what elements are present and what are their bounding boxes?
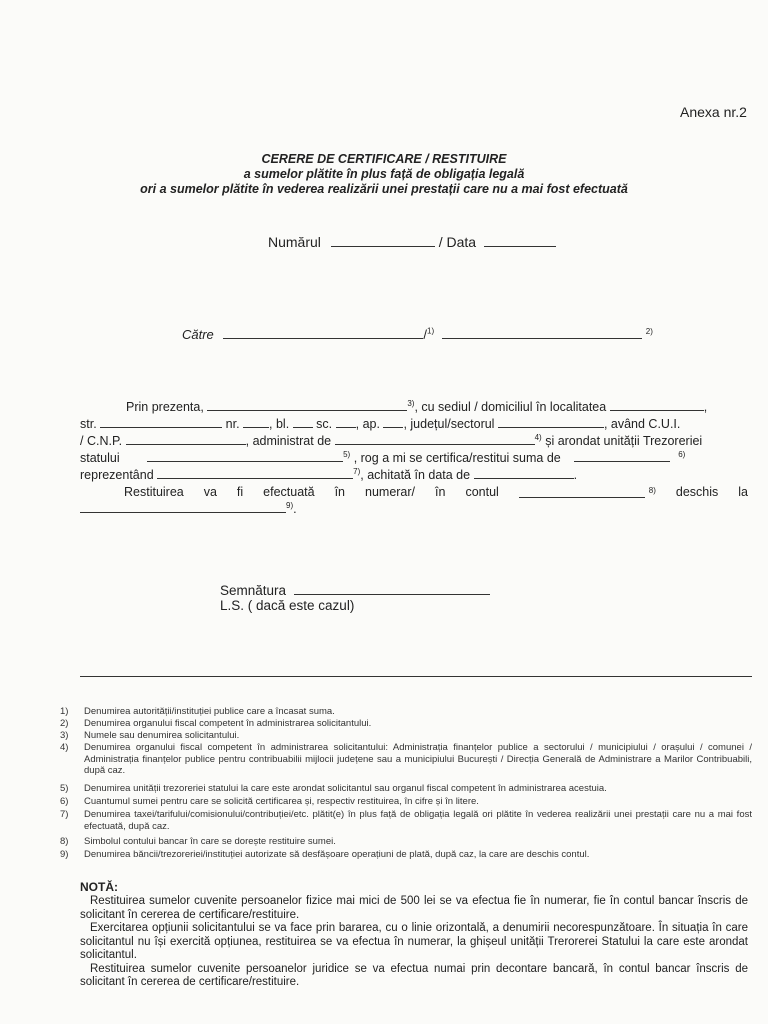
- county-field[interactable]: [498, 415, 604, 428]
- recipient-label: Către: [182, 327, 214, 342]
- note-body: [80, 895, 748, 990]
- stamp-label: L.S. ( dacă este cazul): [220, 598, 355, 613]
- body-line-4: statului $^{5)}$ , rog a mi se certifica/restitui suma de $^{6)}$: [80, 449, 686, 465]
- recipient-row: Către /$^{1)}$ $^{2)}$: [182, 326, 653, 342]
- apartment-field[interactable]: [383, 415, 403, 428]
- footnote-ref-2: 2): [645, 326, 653, 336]
- note-paragraph-2: Exercitarea opțiunii solicitantului se va face prin bararea, cu o linie orizontală, a denumirii necorespunzătoare. În situația în care solicitantul nu își exercită opțiunea, restituirea se va efectua în numerar, la ghișeul unității Trerorerei Statului la care este arondat solicitantul.: [80, 922, 748, 961]
- number-label: Numărul: [268, 234, 321, 250]
- signature-row: [220, 582, 490, 598]
- note-heading: NOTĂ:: [80, 880, 118, 894]
- date-field[interactable]: [484, 234, 556, 247]
- representing-field[interactable]: [157, 466, 353, 479]
- note-paragraph-3: Restituirea sumelor cuvenite persoanelor juridice se va efectua numai prin decontare bancară, în contul bancar înscris de solicitant în cererea de certificare/restituire.: [80, 962, 748, 988]
- street-field[interactable]: [100, 415, 222, 428]
- bank-field[interactable]: [80, 500, 286, 513]
- date-label: / Data: [438, 234, 477, 250]
- note-paragraph-1: Restituirea sumelor cuvenite persoanelor fizice mai mici de 500 lei se va efectua fie în numerar, fie în contul bancar înscris de solicitant în cererea de certificare/restituire.: [80, 895, 748, 921]
- administered-by-field[interactable]: [335, 432, 535, 445]
- number-date-row: [268, 234, 556, 250]
- payment-date-field[interactable]: [474, 466, 574, 479]
- body-line-3: / C.N.P. , administrat de $^{4)}$ și arondat unității Trezoreriei: [80, 432, 703, 448]
- body-line-1: Prin prezenta, $^{3)}$, cu sediul / domiciliul în localitatea ,: [126, 398, 708, 414]
- body-line-7: $^{9)}$.: [80, 500, 297, 516]
- signature-label: Semnătura: [220, 583, 287, 598]
- document-subtitle-1: a sumelor plătite în plus față de obligația legală: [243, 167, 525, 181]
- body-line-2: str. nr. , bl. sc. , ap. , județul/sectorul , având C.U.I.: [80, 417, 681, 431]
- body-line-6: Restituirea va fi efectuată în numerar/ în contul $^{8)}$ deschis la: [124, 485, 748, 499]
- footnote-ref-1: 1): [427, 326, 435, 336]
- stair-field[interactable]: [336, 415, 356, 428]
- applicant-name-field[interactable]: [207, 398, 407, 411]
- recipient-authority-field[interactable]: [223, 326, 423, 339]
- treasury-field[interactable]: [147, 449, 343, 462]
- account-field[interactable]: [519, 485, 645, 498]
- amount-field[interactable]: [574, 449, 670, 462]
- document-subtitle-2: ori a sumelor plătite în vederea realizării unei prestații care nu a mai fost efectuată: [140, 182, 628, 196]
- body-line-5: reprezentând $^{7)}$, achitată în data de .: [80, 466, 578, 482]
- document-title: CERERE DE CERTIFICARE / RESTITUIRE: [261, 152, 507, 166]
- number-field[interactable]: [331, 234, 435, 247]
- cnp-field[interactable]: [126, 432, 246, 445]
- annex-label: Anexa nr.2: [680, 104, 747, 120]
- recipient-fiscal-organ-field[interactable]: [442, 326, 642, 339]
- signature-field[interactable]: [294, 582, 490, 595]
- block-field[interactable]: [293, 415, 313, 428]
- locality-field[interactable]: [610, 398, 704, 411]
- footnote-separator: [80, 676, 752, 677]
- number-street-field[interactable]: [243, 415, 269, 428]
